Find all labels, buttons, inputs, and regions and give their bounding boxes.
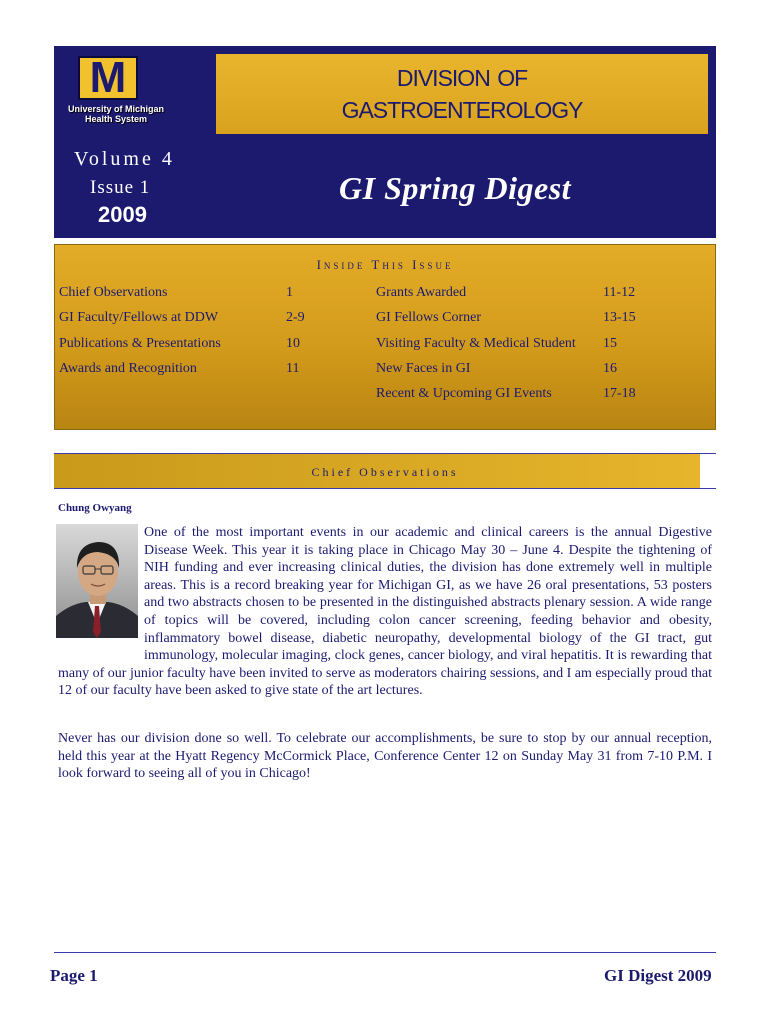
inside-this-issue-box (54, 244, 716, 430)
toc-item-page: 2-9 (286, 310, 305, 325)
article-paragraph-1 (58, 524, 712, 700)
toc-item-page: 11-12 (603, 285, 636, 300)
division-line-2: GASTROENTEROLOGY (341, 97, 583, 123)
division-banner (216, 54, 708, 134)
toc-item-page: 10 (286, 336, 300, 351)
section-bar-edge (700, 454, 716, 488)
division-line-1: DIVISION OF (396, 65, 528, 91)
toc-item-page: 11 (286, 361, 300, 376)
footer-title: GI Digest 2009 (604, 966, 712, 985)
toc-item-page: 15 (603, 336, 617, 351)
issue-label: Issue 1 (90, 177, 151, 198)
toc-item-label[interactable]: GI Faculty/Fellows at DDW (59, 310, 219, 325)
logo-caption-line1: University of Michigan (67, 104, 165, 114)
toc-item-page: 16 (603, 361, 617, 376)
newsletter-title: GI Spring Digest (339, 170, 572, 206)
toc-item-page: 17-18 (603, 386, 636, 401)
logo-caption (66, 104, 166, 124)
university-logo (66, 53, 165, 126)
toc-item-label[interactable]: New Faces in GI (376, 361, 471, 376)
article-author: Chung Owyang (58, 502, 132, 514)
volume-label: Volume 4 (74, 148, 175, 170)
year-label: 2009 (98, 202, 147, 227)
toc-item-page: 13-15 (603, 310, 636, 325)
toc-item-label[interactable]: Visiting Faculty & Medical Student (376, 336, 576, 351)
masthead (54, 46, 716, 238)
toc-item-label[interactable]: Chief Observations (59, 285, 168, 300)
toc-item-page: 1 (286, 285, 293, 300)
toc-item-label[interactable]: Recent & Upcoming GI Events (376, 386, 552, 401)
toc-item-label[interactable]: Publications & Presentations (59, 336, 221, 351)
footer-rule (54, 952, 716, 953)
section-title: Chief Observations (311, 465, 459, 479)
toc-item-label[interactable]: Awards and Recognition (59, 361, 197, 376)
section-header-bar (54, 454, 716, 488)
page-number: Page 1 (50, 966, 98, 985)
article-paragraph-2: Never has our division done so well. To celebrate our accomplishments, be sure to stop by our annual reception, held this year at the Hyatt Regency McCormick Place, Conference Center 12 on Sunday May 31 from 7-10 P.M. I look forward to seeing all of you in Chicago! (58, 731, 712, 782)
section-rule-bottom (54, 488, 716, 489)
toc-item-label[interactable]: GI Fellows Corner (376, 310, 481, 325)
block-m-logo-icon: M (78, 56, 138, 100)
article-paragraph-1-text: One of the most important events in our academic and clinical careers is the annual Digestive Disease Week. This year it is taking place in Chicago May 30 – June 4. Despite the tightening of NIH funding and ever increasing clinical duties, the division has done extremely well in multiple areas. This is a record breaking year for Michigan GI, as we have 26 oral presentations, 53 posters and two abstracts chosen to be presented in the distinguished abstracts plenary session. A wide range of topics will be covered, including colon cancer screening, feeding behavior and obesity, inflammatory bowel disease, diabetic neuropathy, developmental biology of the GI tract, gut immunology, molecular imaging, clock genes, cancer biology, and viral hepatitis. It is rewarding that many of our junior faculty have been invited to serve as moderators chairing sessions, and I am especially proud that 12 of our faculty have been asked to give state of the art lectures. (58, 525, 712, 699)
logo-caption-line2: Health System (84, 114, 148, 124)
photo-wrap-spacer (58, 524, 144, 652)
toc-item-label[interactable]: Grants Awarded (376, 285, 467, 300)
toc-heading: Inside This Issue (316, 257, 454, 272)
